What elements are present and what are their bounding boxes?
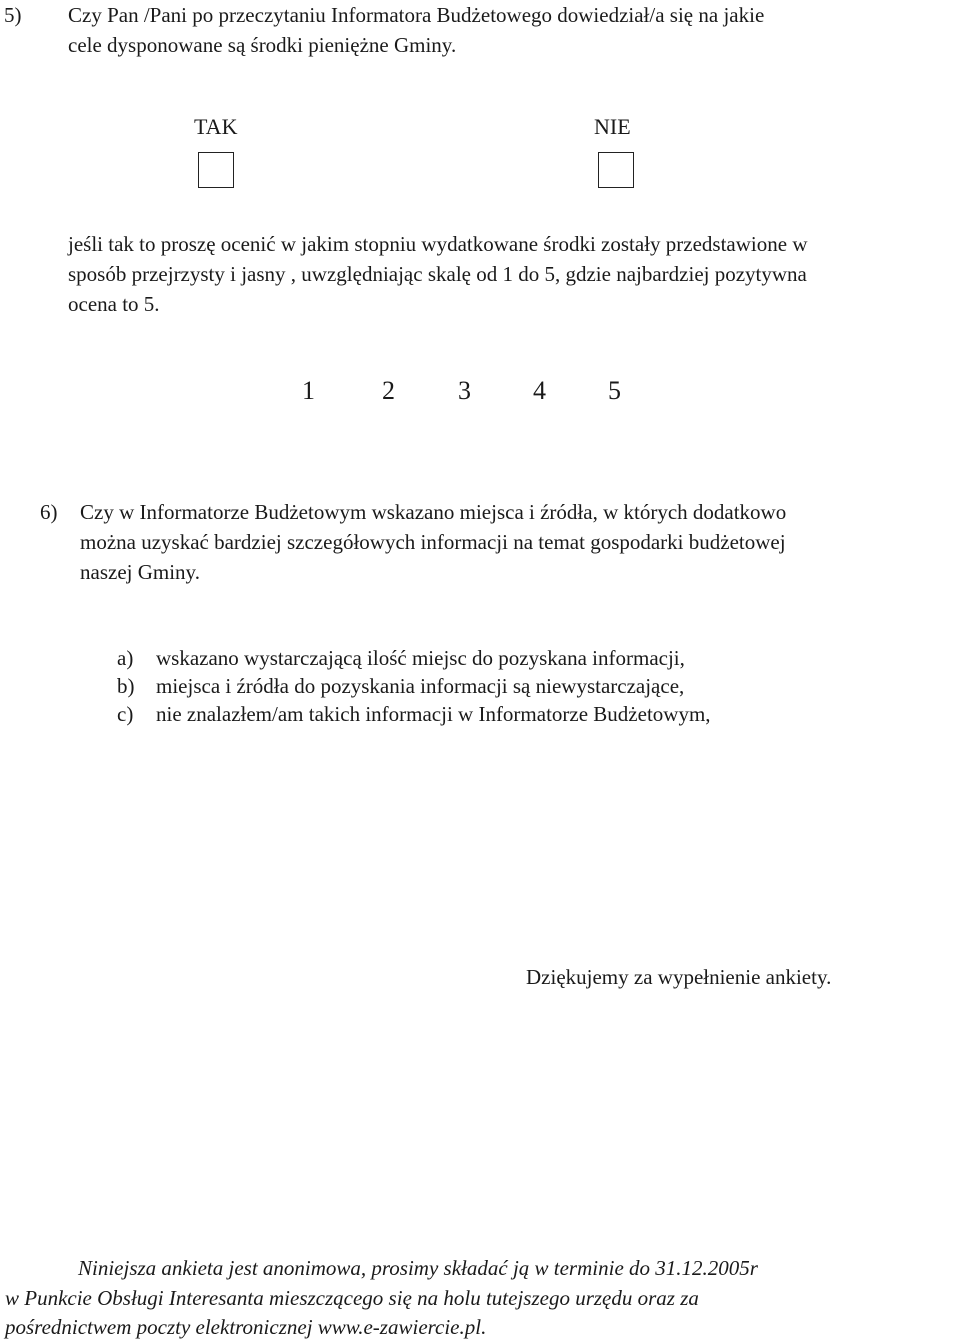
yes-checkbox[interactable] <box>198 152 234 188</box>
rating-instruction-line-2: sposób przejrzysty i jasny , uwzględniając skalę od 1 do 5, gdzie najbardziej pozytywna <box>68 262 807 286</box>
yes-label: TAK <box>194 114 238 139</box>
footer-line-3: pośrednictwem poczty elektronicznej www.e-zawiercie.pl. <box>5 1315 487 1339</box>
answer-option-text: nie znalazłem/am takich informacji w Informatorze Budżetowym, <box>156 702 711 726</box>
footer-line-2: w Punkcie Obsługi Interesanta mieszczącego się na holu tutejszego urzędu oraz za <box>5 1286 699 1310</box>
question-6-text-line-2: można uzyskać bardziej szczegółowych informacji na temat gospodarki budżetowej <box>80 530 786 554</box>
answer-option-letter: a) <box>117 646 134 670</box>
rating-instruction-line-3: ocena to 5. <box>68 292 160 316</box>
thank-you-note: Dziękujemy za wypełnienie ankiety. <box>526 965 832 989</box>
question-6-number: 6) <box>40 500 58 524</box>
no-checkbox[interactable] <box>598 152 634 188</box>
question-5-text-line-1: Czy Pan /Pani po przeczytaniu Informatora Budżetowego dowiedział/a się na jakie <box>68 3 765 27</box>
footer-line-1: Niniejsza ankieta jest anonimowa, prosimy składać ją w terminie do 31.12.2005r <box>78 1256 758 1280</box>
answer-option-letter: c) <box>117 702 134 726</box>
rating-option-1[interactable]: 1 <box>302 376 315 405</box>
question-6-text-line-3: naszej Gminy. <box>80 560 200 584</box>
rating-option-3[interactable]: 3 <box>458 376 471 405</box>
question-5-number: 5) <box>4 3 22 27</box>
answer-option-text: miejsca i źródła do pozyskania informacji są niewystarczające, <box>156 674 685 698</box>
rating-option-2[interactable]: 2 <box>382 376 395 405</box>
rating-instruction-line-1: jeśli tak to proszę ocenić w jakim stopniu wydatkowane środki zostały przedstawione w <box>68 232 808 256</box>
question-5-text-line-2: cele dysponowane są środki pieniężne Gminy. <box>68 33 457 57</box>
rating-option-5[interactable]: 5 <box>608 376 621 405</box>
rating-option-4[interactable]: 4 <box>533 376 546 405</box>
question-6-text-line-1: Czy w Informatorze Budżetowym wskazano miejsca i źródła, w których dodatkowo <box>80 500 787 524</box>
answer-option-text: wskazano wystarczającą ilość miejsc do pozyskana informacji, <box>156 646 685 670</box>
answer-option-letter: b) <box>117 674 135 698</box>
no-label: NIE <box>594 114 631 139</box>
